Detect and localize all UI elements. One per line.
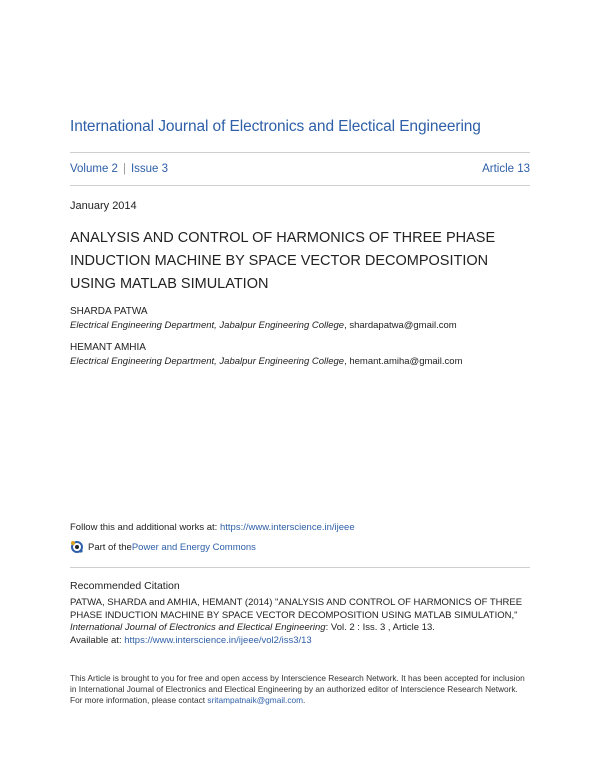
author-name[interactable]: SHARDA PATWA — [70, 306, 148, 317]
author-affiliation — [70, 356, 463, 367]
article-link[interactable]: Article 13 — [482, 163, 530, 175]
divider-issue — [70, 185, 530, 186]
issue-row — [70, 163, 530, 175]
divider-citation — [70, 567, 530, 568]
available-link[interactable]: https://www.interscience.in/ijeee/vol2/iss3/13 — [124, 634, 312, 646]
issue-link[interactable]: Issue 3 — [130, 163, 169, 175]
citation-heading: Recommended Citation — [70, 580, 180, 592]
part-of-prefix: Part of the — [88, 541, 132, 553]
footer-text: This Article is brought to you for free and open access by Interscience Research Network. It has been accepted for inclusion in International Journal of Electronics and Electical Engineering by an authorized editor of Interscience Research Network. For more information, please contact — [70, 673, 525, 705]
author-block — [70, 342, 463, 367]
author-affiliation — [70, 320, 457, 331]
journal-title[interactable]: International Journal of Electronics and Electical Engineering — [70, 118, 481, 135]
citation-body — [70, 597, 530, 647]
available-prefix: Available at: — [70, 634, 125, 646]
volume-link[interactable]: Volume 2 — [70, 163, 118, 175]
citation-line: PATWA, SHARDA and AMHIA, HEMANT (2014) "ANALYSIS AND CONTROL OF HARMONICS OF THREE PHASE INDUCTION MACHINE BY SPACE VECTOR DECOMPOSITION USING MATLAB SIMULATION," — [70, 597, 523, 621]
citation-journal: International Journal of Electronics and Electical Engineering — [70, 622, 326, 633]
footer-note — [70, 673, 530, 706]
citation-details: : Vol. 2 : Iss. 3 , Article 13. — [325, 622, 435, 633]
follow-prefix: Follow this and additional works at: — [70, 522, 220, 533]
author-email: , hemant.amiha@gmail.com — [344, 356, 463, 367]
contact-email-link[interactable]: sritampatnaik@gmail.com — [207, 695, 303, 705]
author-email: , shardapatwa@gmail.com — [344, 320, 457, 331]
commons-link[interactable]: Power and Energy Commons — [131, 541, 256, 553]
footer-end: . — [303, 695, 306, 705]
paper-title: ANALYSIS AND CONTROL OF HARMONICS OF THREE PHASE INDUCTION MACHINE BY SPACE VECTOR DECOMPOSITION USING MATLAB SIMULATION — [70, 230, 496, 292]
follow-link[interactable]: https://www.interscience.in/ijeee — [219, 522, 355, 533]
author-block — [70, 306, 457, 331]
author-name[interactable]: HEMANT AMHIA — [70, 342, 146, 353]
separator: | — [122, 163, 126, 175]
follow-line — [70, 522, 355, 533]
divider-top — [70, 152, 530, 153]
commons-network-icon — [70, 540, 84, 554]
publication-date: January 2014 — [70, 200, 137, 212]
affiliation-text: Electrical Engineering Department, Jabalpur Engineering College — [70, 356, 345, 367]
affiliation-text: Electrical Engineering Department, Jabalpur Engineering College — [70, 320, 345, 331]
part-of-line — [70, 540, 256, 554]
